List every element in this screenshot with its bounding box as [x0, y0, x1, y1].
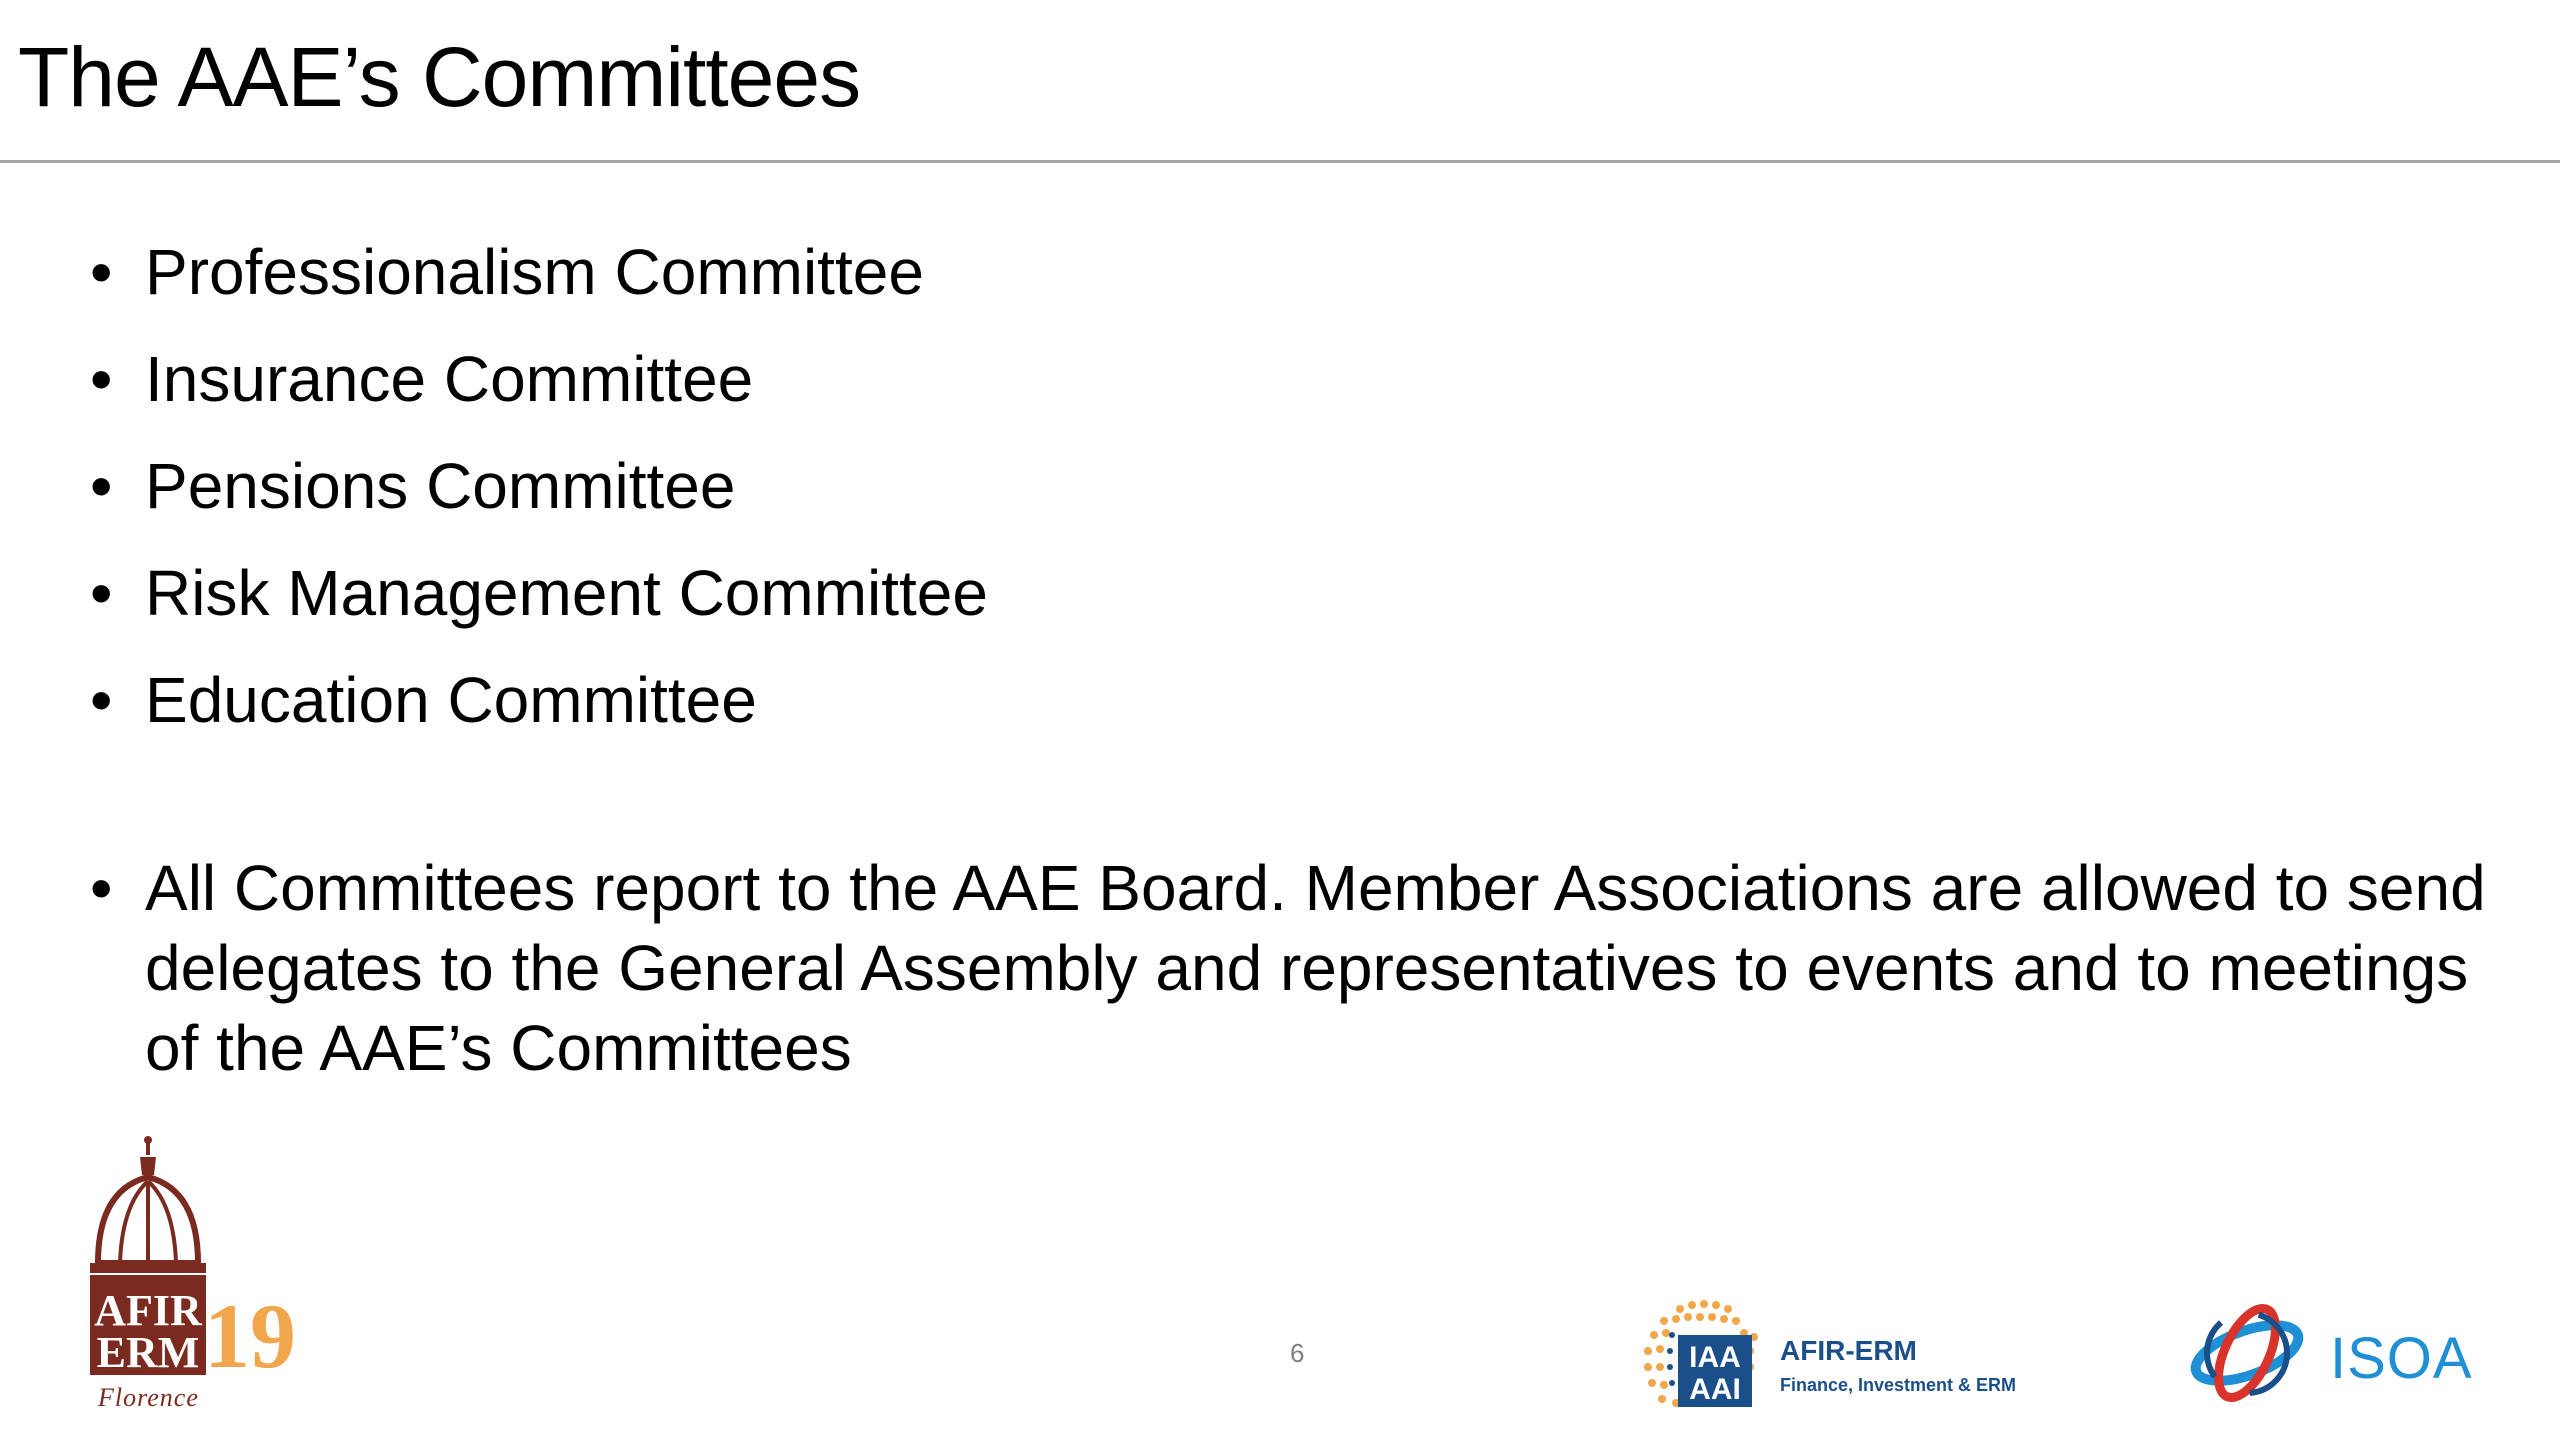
afir-logo-line2: ERM	[96, 1328, 200, 1377]
iaa-mark-top: IAA	[1689, 1341, 1741, 1374]
bullet-item: • Risk Management Committee	[90, 553, 2470, 633]
bullet-item: • Professionalism Committee	[90, 232, 2470, 312]
afir-logo-year: 19	[204, 1285, 296, 1385]
florence-label: Florence	[98, 1383, 199, 1412]
title-divider	[0, 160, 2560, 163]
afir-erm-19-logo	[84, 1135, 304, 1420]
iaa-afir-erm-logo	[1640, 1295, 2040, 1415]
iaa-globe-icon	[1640, 1295, 1770, 1415]
bullet-item: • Insurance Committee	[90, 339, 2470, 419]
iaa-logo-tagline: Finance, Investment & ERM	[1780, 1375, 2017, 1395]
florence-dome-icon	[84, 1135, 304, 1385]
bullet-note: • All Committees report to the AAE Board. Member Associations are allowed to send delegates to the General Assembly and representatives to events and to meetings of the AAE’s Committees	[90, 848, 2505, 1088]
iaa-logo-name: AFIR-ERM	[1780, 1335, 1917, 1366]
bullet-item: • Pensions Committee	[90, 446, 2470, 526]
isoa-logo-name: ISOA	[2330, 1326, 2473, 1391]
bullet-list	[90, 232, 2486, 1115]
slide-title: The AAE’s Committees	[18, 30, 861, 124]
afir-logo-line1: AFIR	[94, 1286, 202, 1335]
isoa-rings-icon	[2185, 1295, 2315, 1415]
bullet-item: • Education Committee	[90, 660, 2470, 740]
isoa-logo	[2185, 1295, 2475, 1420]
iaa-mark-bottom: AAI	[1689, 1373, 1741, 1406]
page-number: 6	[1290, 1338, 1305, 1368]
